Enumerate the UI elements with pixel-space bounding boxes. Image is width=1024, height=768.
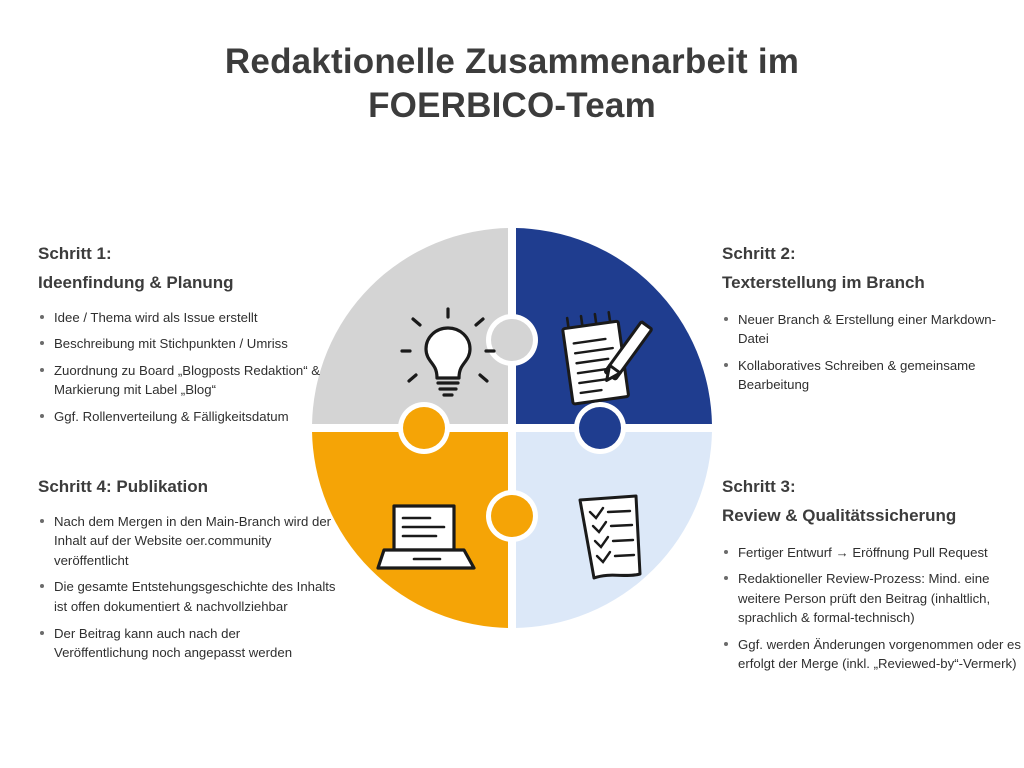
step-2-heading-line-1: Schritt 2: [722,244,796,263]
step-3-list [722,543,1022,674]
step-3-heading-line-1: Schritt 3: [722,477,796,496]
step-2-block [722,240,1022,402]
step-2-heading-line-2: Texterstellung im Branch [722,272,925,292]
page-title-line-2: FOERBICO-Team [368,85,656,125]
list-item: Kollaboratives Schreiben & gemeinsame Bearbeitung [722,356,1022,395]
list-item: Idee / Thema wird als Issue erstellt [38,308,338,328]
step-1-list [38,308,338,427]
step-3-block [722,473,1022,681]
step-4-heading-line-1: Schritt 4: Publikation [38,477,209,496]
list-item: Der Beitrag kann auch nach der Veröffentlichung noch angepasst werden [38,624,338,663]
list-item: Zuordnung zu Board „Blogposts Redaktion“ & Markierung mit Label „Blog“ [38,361,338,400]
list-item: Neuer Branch & Erstellung einer Markdown-Datei [722,310,1022,349]
list-item: Beschreibung mit Stichpunkten / Umriss [38,334,338,354]
page-title-line-1: Redaktionelle Zusammenarbeit im [224,42,800,81]
page-title [0,40,1024,128]
step-4-block [38,473,338,670]
step-3-heading-line-2: Review & Qualitätssicherung [722,505,957,525]
list-item: Die gesamte Entstehungsgeschichte des Inhalts ist offen dokumentiert & nachvollziehbar [38,577,338,616]
list-item: Fertiger Entwurf → Eröffnung Pull Request [722,543,1022,563]
list-item: Ggf. Rollenverteilung & Fälligkeitsdatum [38,407,338,427]
step-1-heading-line-2: Ideenfindung & Planung [38,272,234,292]
step-1-heading-line-1: Schritt 1: [38,244,112,263]
puzzle-diagram [312,228,712,628]
list-item: Ggf. werden Änderungen vorgenommen oder es erfolgt der Merge (inkl. „Reviewed-by“-Vermerk) [722,635,1022,674]
step-1-block [38,240,338,433]
step-2-list [722,310,1022,395]
list-item: Nach dem Mergen in den Main-Branch wird der Inhalt auf der Website oer.community veröffentlicht [38,512,338,571]
list-item: Redaktioneller Review-Prozess: Mind. eine weitere Person prüft den Beitrag (inhaltlich, sprachlich & formal-technisch) [722,569,1022,628]
step-4-list [38,512,338,663]
